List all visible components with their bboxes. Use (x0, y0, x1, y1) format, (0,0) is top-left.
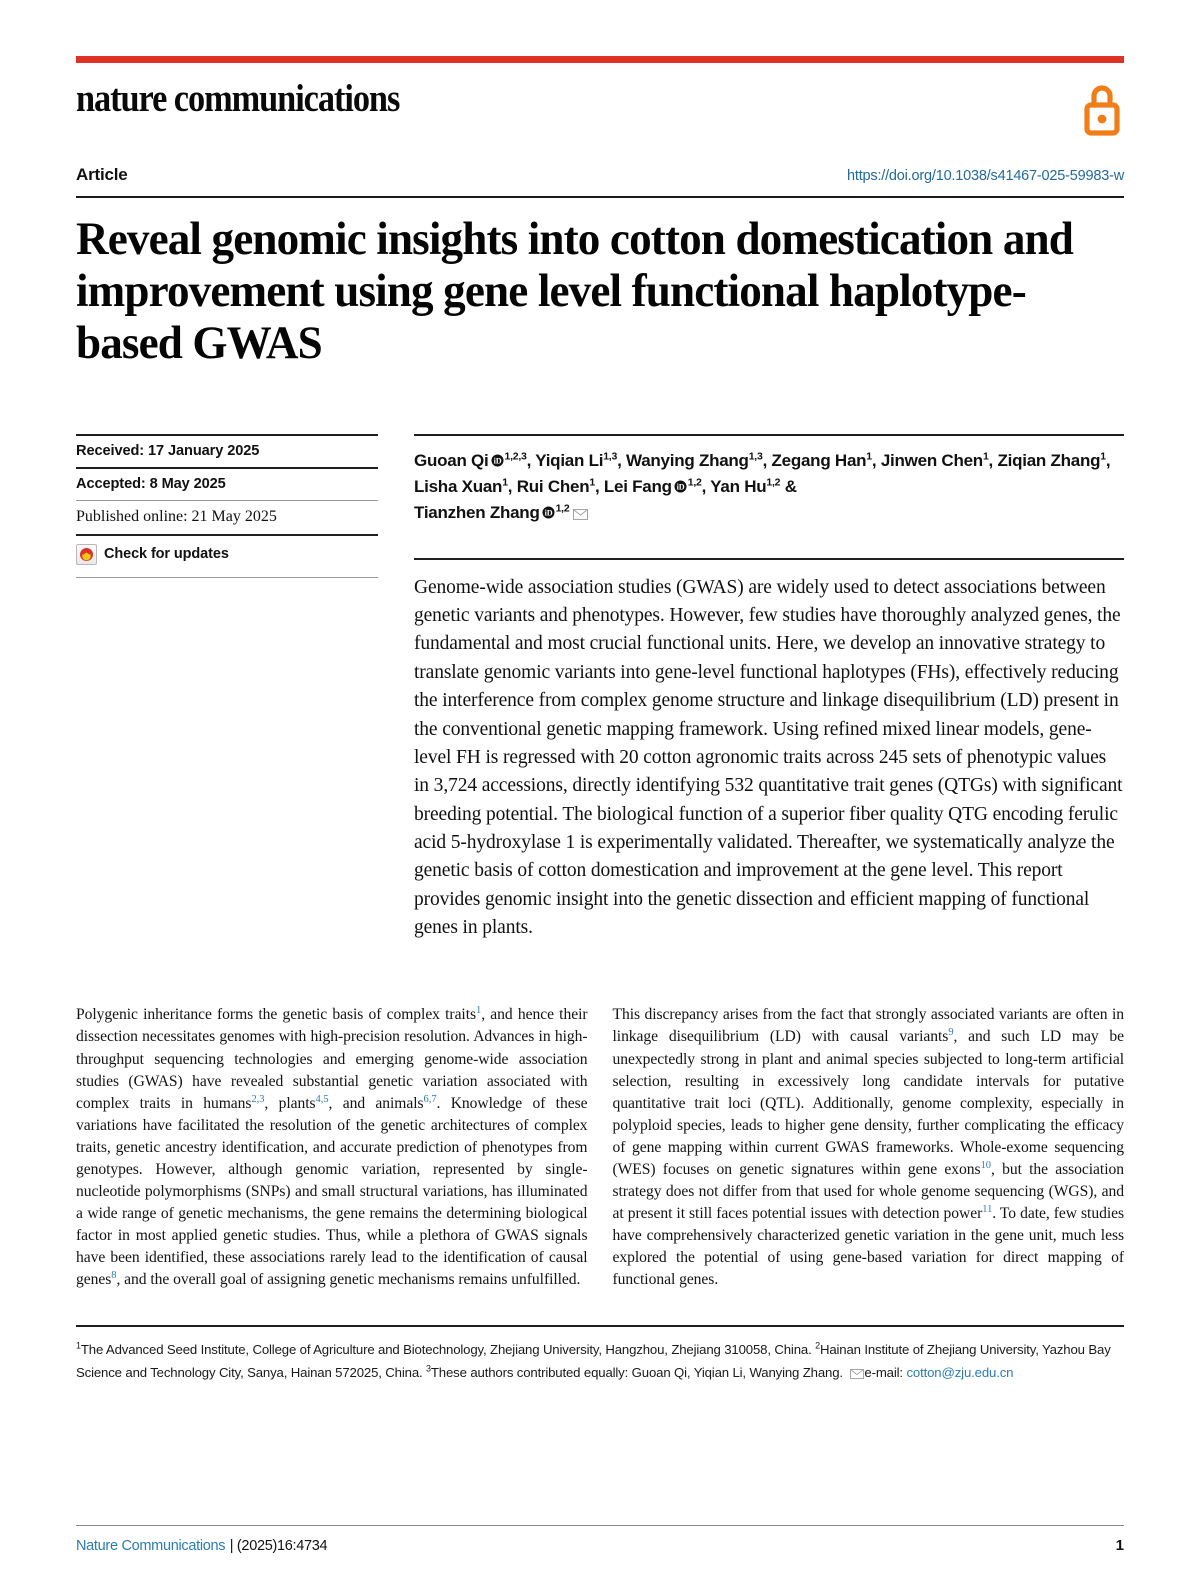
article-meta-row (76, 165, 1124, 185)
svg-text:iD: iD (493, 456, 501, 466)
body-column-right (613, 1004, 1125, 1291)
footer-citation: | (2025)16:4734 (229, 1538, 328, 1554)
footer-divider (76, 1525, 1124, 1526)
page-number: 1 (1115, 1537, 1124, 1554)
affiliation-sup: 2 (815, 1340, 820, 1351)
meta-abstract-block (76, 434, 1124, 943)
footer-journal-name[interactable]: Nature Communications (76, 1538, 226, 1554)
citation-ref[interactable]: 6,7 (423, 1093, 437, 1105)
envelope-icon (850, 1364, 864, 1387)
author-name: , Yiqian Li (526, 450, 604, 470)
affiliations (76, 1325, 1124, 1386)
body-text: , and such LD may be unexpectedly strong in plant and animal species subjected to long-term artificial selection, resulting in excessively long candidate intervals for putative quantitative trait loci (QTL). Additionally, genome complexity, especially in polyploid species, leads to higher gene density, further complicating the efficacy of gene mapping within current GWAS frameworks. Whole-exome sequencing (WES) focuses on genetic signatures within gene exons (612, 1028, 1124, 1178)
journal-logo: nature communications (76, 77, 400, 120)
paragraph (76, 1004, 588, 1291)
author-affiliation-sup: 1 (502, 476, 508, 489)
corresponding-author-name: Tianzhen Zhang (414, 502, 540, 522)
email-link[interactable]: cotton@zju.edu.cn (906, 1364, 1014, 1380)
body-text: , and the overall goal of assigning genetic mechanisms remains unfulfilled. (116, 1271, 581, 1289)
author-list (414, 434, 1124, 528)
author-name: , Lisha Xuan (414, 450, 1111, 496)
author-name: , Jinwen Chen (871, 450, 983, 470)
author-affiliation-sup: 1,3 (748, 450, 763, 463)
meta-bottom-divider (76, 577, 378, 578)
check-for-updates-label: Check for updates (104, 546, 229, 563)
citation-ref[interactable]: 8 (111, 1269, 117, 1281)
citation-ref[interactable]: 4,5 (315, 1093, 329, 1105)
author-affiliation-sup: 1 (866, 450, 872, 463)
citation-ref[interactable]: 10 (980, 1159, 991, 1171)
affiliation-sup: 1 (76, 1340, 81, 1351)
author-affiliation-sup: 1,2 (766, 476, 781, 489)
title-divider (76, 196, 1124, 198)
author-name: Guoan Qi (414, 450, 489, 470)
body-column-left (76, 1004, 588, 1291)
doi-link[interactable]: https://doi.org/10.1038/s41467-025-59983-w (847, 168, 1124, 184)
accepted-date: Accepted: 8 May 2025 (76, 467, 378, 500)
email-label: e-mail: (864, 1364, 907, 1380)
authors-abstract-column (406, 434, 1124, 943)
author-affiliation-sup: 1,2,3 (504, 450, 527, 463)
body-columns (76, 1004, 1124, 1291)
affiliation-sup: 3 (426, 1363, 431, 1374)
author-affiliation-sup: 1 (982, 450, 989, 463)
body-text: . Knowledge of these variations have facilitated the resolution of the genetic architectures of complex traits, genetic ancestry identification, and accurate prediction of phenotypes from genotypes. However, although genomic variation, represented by single-nucleotide polymorphisms (SNPs) and small structural variations, has illuminated a wide range of genetic mechanisms, the gene remains the determining biological factor in most applied genetic studies. Thus, while a plethora of GWAS signals have been identified, these associations rarely lead to the identification of causal genes (76, 1094, 588, 1289)
author-name: , Wanying Zhang (617, 450, 749, 470)
author-list-conjunction: & (780, 476, 797, 496)
body-text: , and hence their dissection necessitates genomes with high-precision resolution. Advances in high-throughput sequencing technologies and emerging genome-wide association studies (GWAS) have revealed substantial genetic variation associated with complex traits in humans (76, 1006, 588, 1112)
svg-text:iD: iD (544, 508, 552, 518)
masthead (76, 79, 1124, 141)
author-name: , Yan Hu (701, 476, 767, 496)
author-affiliation-sup: 1,2 (687, 476, 702, 489)
brand-rule (76, 56, 1124, 63)
envelope-icon[interactable] (573, 503, 588, 528)
paragraph (613, 1004, 1125, 1291)
abstract-text: Genome-wide association studies (GWAS) are widely used to detect associations between genetic variants and phenotypes. However, few studies have thoroughly analyzed genes, the fundamental and most crucial functional units. Here, we develop an innovative strategy to translate genomic variants into gene-level functional haplotypes (FHs), effectively reducing the interference from complex genome structure and linkage disequilibrium (LD) present in the conventional genetic mapping framework. Using refined mixed linear models, gene-level FH is regressed with 20 cotton agronomic traits across 245 sets of phenotypic values in 3,724 accessions, directly identifying 532 quantitative trait genes (QTGs) with significant breeding potential. The biological function of a superior fiber quality QTG encoding ferulic acid 5-hydroxylase 1 is experimentally validated. Thereafter, we systematically analyze the genetic basis of cotton domestication and improvement at the gene level. This report provides genomic insight into the genetic dissection and efficient mapping of functional genes in plants. (414, 558, 1124, 943)
published-date: Published online: 21 May 2025 (76, 500, 378, 534)
citation-ref[interactable]: 11 (982, 1203, 993, 1215)
page-title: Reveal genomic insights into cotton domestication and improvement using gene level functional haplotype-based GWAS (76, 213, 1073, 369)
author-name: , Lei Fang (594, 476, 672, 496)
body-text: . To date, few studies have comprehensively characterized genetic variation in the gene unit, much less explored the potential of using gene-based variation for direct mapping of functional genes. (612, 1204, 1125, 1289)
author-affiliation-sup: 1 (1100, 450, 1106, 463)
open-access-icon (1080, 81, 1124, 142)
body-text: , and animals (328, 1094, 424, 1112)
article-type-label: Article (76, 165, 128, 184)
author-name: , Rui Chen (507, 476, 590, 496)
crossmark-badge-icon (76, 544, 97, 565)
body-text: Polygenic inheritance forms the genetic basis of complex traits (76, 1006, 477, 1024)
citation-ref[interactable]: 2,3 (251, 1093, 265, 1105)
svg-text:iD: iD (676, 482, 685, 492)
body-text: , but the association strategy does not differ from that used for whole genome sequencing (WGS), and at present it still faces potential issues with detection power (612, 1160, 1124, 1222)
check-for-updates-button[interactable] (76, 534, 378, 565)
author-affiliation-sup: 1 (589, 476, 595, 489)
citation-ref[interactable]: 9 (948, 1027, 954, 1039)
body-text: , plants (264, 1094, 316, 1112)
orcid-icon[interactable] (674, 476, 687, 501)
affiliation-text: These authors contributed equally: Guoan Qi, Yiqian Li, Wanying Zhang. (430, 1364, 847, 1380)
author-name: , Zegang Han (762, 450, 867, 470)
publication-dates-column (76, 434, 406, 943)
author-name: , Ziqian Zhang (988, 450, 1101, 470)
received-date: Received: 17 January 2025 (76, 434, 378, 467)
page-footer (76, 1525, 1124, 1555)
affiliation-text: Hainan Institute of Zhejiang University, Yazhou Bay Science and Technology City, Sanya, Hainan 572025, China. (76, 1342, 1111, 1380)
citation-ref[interactable]: 1 (476, 1005, 482, 1017)
author-affiliation-sup: 1,2 (555, 502, 570, 515)
orcid-icon[interactable] (542, 502, 555, 527)
body-text: This discrepancy arises from the fact that strongly associated variants are often in linkage disequilibrium (LD) with causal variants (612, 1006, 1124, 1046)
orcid-icon[interactable] (491, 450, 504, 475)
author-affiliation-sup: 1,3 (603, 450, 618, 463)
affiliation-text: The Advanced Seed Institute, College of Agriculture and Biotechnology, Zhejiang University, Hangzhou, Zhejiang 310058, China. (80, 1342, 816, 1358)
